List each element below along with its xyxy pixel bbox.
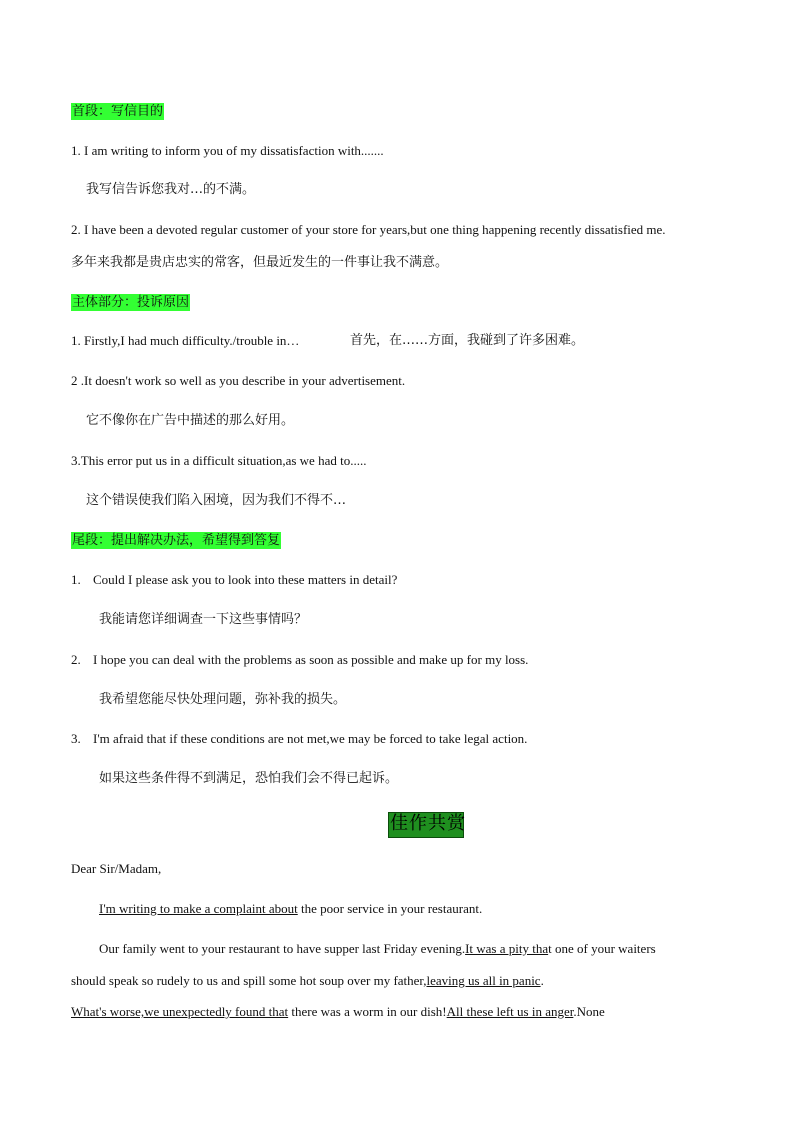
section3-item-1-en: Could I please ask you to look into these matters in detail? [93, 572, 398, 587]
essay-salutation: Dear Sir/Madam, [71, 861, 162, 876]
essay-p1-underlined: I'm writing to make a complaint about [99, 901, 298, 916]
essay-title: 佳作共赏 [390, 813, 466, 834]
section3-item-2-cn: 我希望您能尽快处理问题，弥补我的损失。 [99, 692, 347, 707]
section3-item-1-num: 1. [71, 572, 81, 587]
essay-p2l3-underlined: What's worse,we unexpectedly found that [71, 1004, 289, 1019]
essay-paragraph-2-line-1 [99, 940, 656, 958]
essay-p2l2-text: should speak so rudely to us and spill some hot soup over my father, [71, 973, 427, 988]
section1-item-1-en: 1. I am writing to inform you of my dissatisfaction with....... [71, 143, 384, 158]
section2-item-2-en: 2 .It doesn't work so well as you describe in your advertisement. [71, 373, 406, 388]
essay-paragraph-2-line-2 [71, 972, 544, 990]
section2-heading: 主体部分：投诉原因 [72, 295, 190, 310]
essay-p2l3-text-2: .None [573, 1004, 605, 1019]
section3-item-3-num: 3. [71, 731, 81, 746]
section3-item-3-cn: 如果这些条件得不到满足，恐怕我们会不得已起诉。 [99, 771, 399, 786]
section3-item-2-num: 2. [71, 652, 81, 667]
section3-item-3-en: I'm afraid that if these conditions are not met,we may be forced to take legal action. [93, 731, 528, 746]
section2-item-1-cn: 首先，在……方面，我碰到了许多困难。 [350, 333, 585, 348]
section1-item-2-cn: 多年来我都是贵店忠实的常客，但最近发生的一件事让我不满意。 [71, 255, 449, 270]
section3-item-1-cn: 我能请您详细调查一下这些事情吗？ [99, 612, 308, 627]
essay-p2l2-text-2: . [540, 973, 544, 988]
section1-item-2-en: 2. I have been a devoted regular customer of your store for years,but one thing happening recently dissatisfied me. [71, 222, 666, 237]
essay-paragraph-2-line-3 [71, 1003, 605, 1021]
section2-item-3-en: 3.This error put us in a difficult situation,as we had to..... [71, 453, 367, 468]
essay-p2l1-text: Our family went to your restaurant to have supper last Friday evening. [99, 941, 466, 956]
essay-paragraph-1 [99, 900, 482, 918]
essay-p2l3-text: there was a worm in our dish! [288, 1004, 447, 1019]
essay-p2l3-underlined-2: All these left us in anger [446, 1004, 574, 1019]
essay-p2l1-text-2: t one of your waiters [548, 941, 656, 956]
essay-p2l2-underlined: leaving us all in panic [426, 973, 541, 988]
section3-heading: 尾段：提出解决办法，希望得到答复 [72, 533, 281, 548]
section2-item-3-cn: 这个错误使我们陷入困境，因为我们不得不… [86, 493, 347, 508]
essay-p2l1-underlined: It was a pity tha [465, 941, 549, 956]
section3-item-2-en: I hope you can deal with the problems as soon as possible and make up for my loss. [93, 652, 529, 667]
section1-item-1-cn: 我写信告诉您我对…的不满。 [86, 182, 256, 197]
essay-p1-text: the poor service in your restaurant. [297, 901, 483, 916]
section1-heading: 首段：写信目的 [72, 104, 164, 119]
section2-item-2-cn: 它不像你在广告中描述的那么好用。 [86, 413, 295, 428]
section2-item-1-en: 1. Firstly,I had much difficulty./trouble in… [71, 333, 300, 348]
